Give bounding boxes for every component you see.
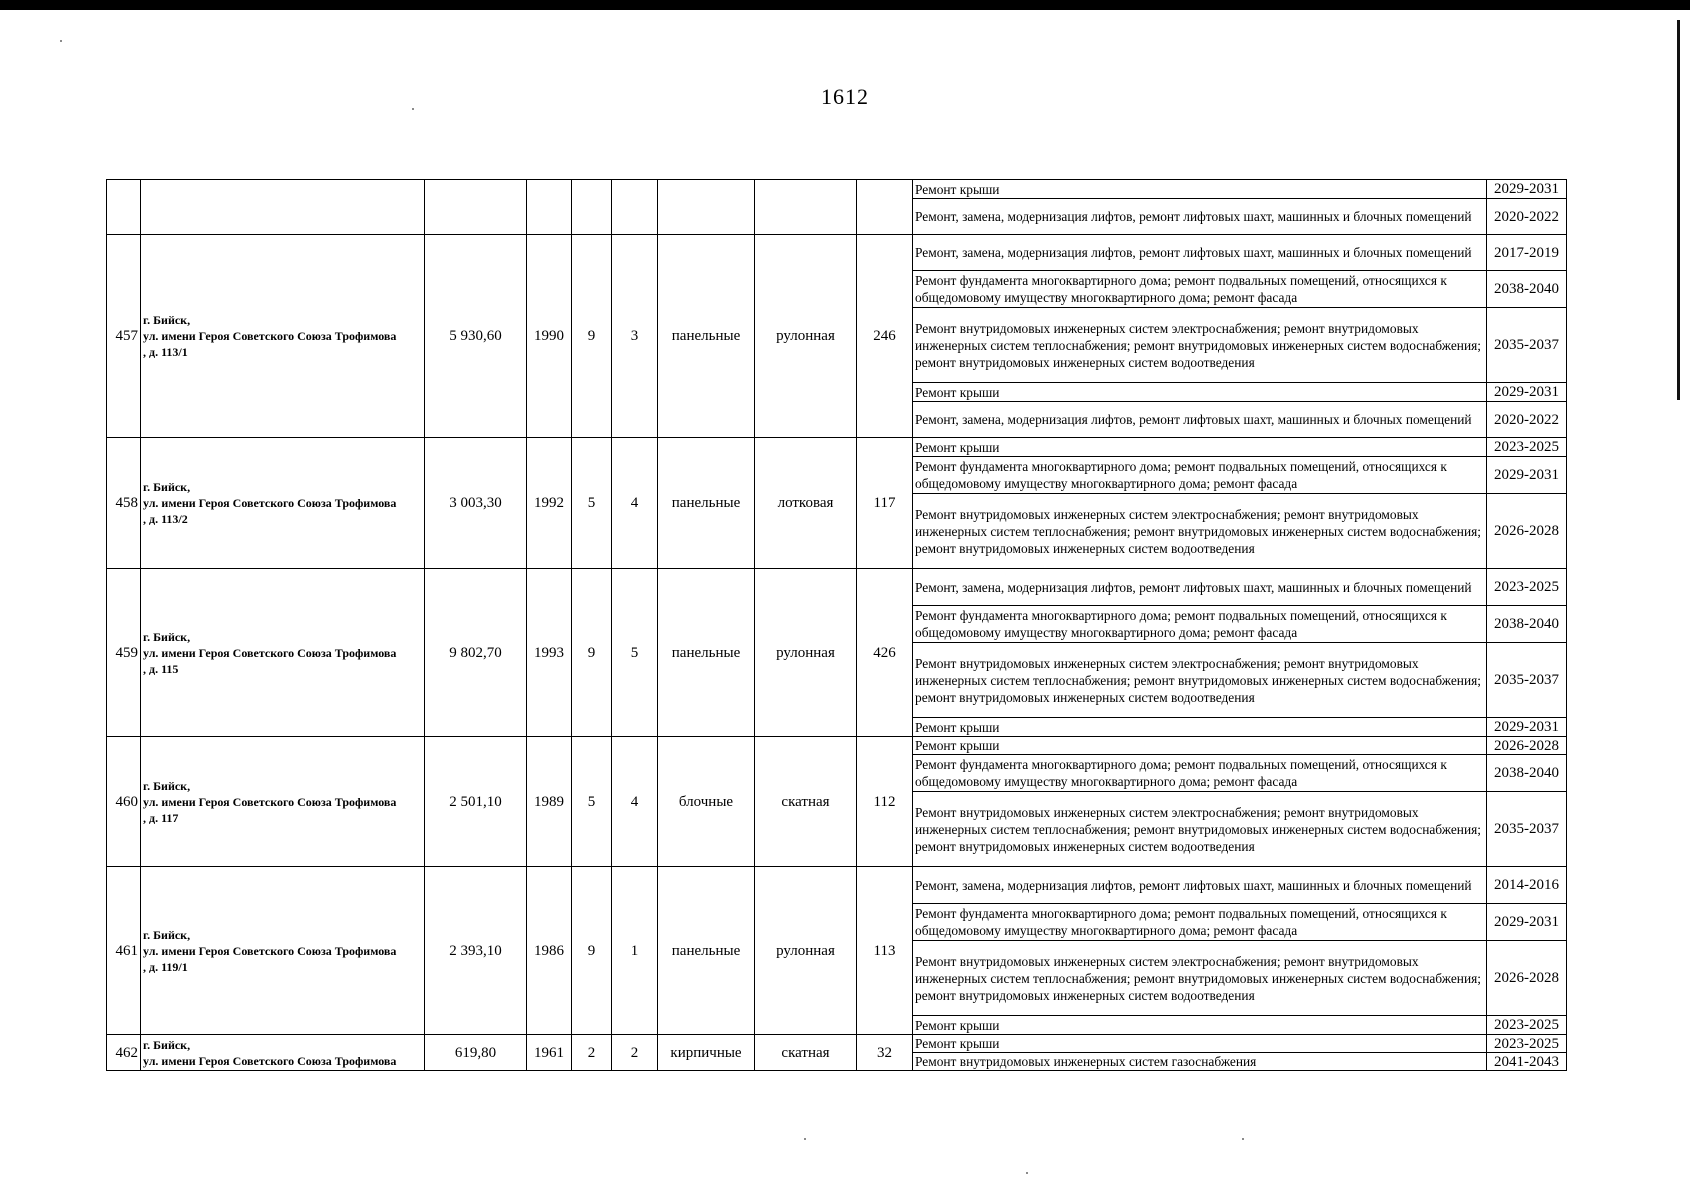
roof-type: скатная <box>755 737 857 867</box>
scan-speck <box>1026 1172 1028 1174</box>
work-name: Ремонт внутридомовых инженерных систем электроснабжения; ремонт внутридомовых инженерных систем теплоснабжения; ремонт внутридомовых инженерных систем водоснабжения; ремонт внутридомовых инженерных систем водоотведения <box>913 643 1487 718</box>
work-row <box>107 569 1567 606</box>
address-street: ул. имени Героя Советского Союза Трофимова <box>143 1053 397 1068</box>
address-city: г. Бийск, <box>143 1037 191 1052</box>
address <box>141 569 425 737</box>
address <box>141 1035 425 1071</box>
scan-edge-line <box>1677 20 1680 400</box>
wall-material: панельные <box>658 235 755 438</box>
row-number: 459 <box>107 569 141 737</box>
residents-count: 246 <box>857 235 913 438</box>
work-name: Ремонт крыши <box>913 718 1487 737</box>
work-period: 2023-2025 <box>1487 1016 1567 1035</box>
address-city: г. Бийск, <box>143 778 191 793</box>
row-number: 458 <box>107 438 141 569</box>
wall-material: блочные <box>658 737 755 867</box>
wall-material: кирпичные <box>658 1035 755 1071</box>
table-body <box>107 180 1567 1071</box>
work-period: 2029-2031 <box>1487 180 1567 199</box>
work-row <box>107 1035 1567 1053</box>
work-row <box>107 438 1567 457</box>
work-name: Ремонт крыши <box>913 737 1487 755</box>
scan-top-border <box>0 0 1690 10</box>
roof-type: рулонная <box>755 569 857 737</box>
work-name: Ремонт внутридомовых инженерных систем электроснабжения; ремонт внутридомовых инженерных систем теплоснабжения; ремонт внутридомовых инженерных систем водоснабжения; ремонт внутридомовых инженерных систем водоотведения <box>913 494 1487 569</box>
address-house: , д. 115 <box>143 661 179 676</box>
work-period: 2026-2028 <box>1487 494 1567 569</box>
continuation-row <box>107 180 1567 199</box>
empty-cell <box>612 180 658 235</box>
address-house: , д. 113/1 <box>143 345 188 359</box>
total-area: 2 393,10 <box>425 867 527 1035</box>
work-name: Ремонт, замена, модернизация лифтов, ремонт лифтовых шахт, машинных и блочных помещений <box>913 569 1487 606</box>
total-area: 5 930,60 <box>425 235 527 438</box>
floors-count: 9 <box>572 569 612 737</box>
wall-material: панельные <box>658 438 755 569</box>
row-number: 462 <box>107 1035 141 1071</box>
address-street: ул. имени Героя Советского Союза Трофимова <box>143 645 397 660</box>
entrances-count: 5 <box>612 569 658 737</box>
floors-count: 9 <box>572 235 612 438</box>
work-row <box>107 737 1567 755</box>
work-period: 2017-2019 <box>1487 235 1567 271</box>
work-period: 2029-2031 <box>1487 904 1567 941</box>
residents-count: 117 <box>857 438 913 569</box>
work-name: Ремонт крыши <box>913 180 1487 199</box>
residents-count: 32 <box>857 1035 913 1071</box>
empty-cell <box>572 180 612 235</box>
row-number: 461 <box>107 867 141 1035</box>
scan-speck <box>804 1138 806 1140</box>
work-name: Ремонт, замена, модернизация лифтов, ремонт лифтовых шахт, машинных и блочных помещений <box>913 199 1487 235</box>
work-period: 2038-2040 <box>1487 271 1567 308</box>
work-name: Ремонт фундамента многоквартирного дома; ремонт подвальных помещений, относящихся к общедомовому имуществу многоквартирного дома; ремонт фасада <box>913 271 1487 308</box>
work-period: 2023-2025 <box>1487 1035 1567 1053</box>
work-period: 2041-2043 <box>1487 1053 1567 1071</box>
work-name: Ремонт крыши <box>913 1035 1487 1053</box>
address-street: ул. имени Героя Советского Союза Трофимова <box>143 496 397 510</box>
build-year: 1992 <box>527 438 572 569</box>
empty-cell <box>857 180 913 235</box>
work-name: Ремонт крыши <box>913 383 1487 402</box>
work-period: 2026-2028 <box>1487 737 1567 755</box>
empty-cell <box>425 180 527 235</box>
row-number: 457 <box>107 235 141 438</box>
roof-type: рулонная <box>755 235 857 438</box>
work-period: 2035-2037 <box>1487 792 1567 867</box>
work-name: Ремонт внутридомовых инженерных систем электроснабжения; ремонт внутридомовых инженерных систем теплоснабжения; ремонт внутридомовых инженерных систем водоснабжения; ремонт внутридомовых инженерных систем водоотведения <box>913 308 1487 383</box>
total-area: 619,80 <box>425 1035 527 1071</box>
address-city: г. Бийск, <box>143 313 191 327</box>
work-period: 2035-2037 <box>1487 643 1567 718</box>
work-name: Ремонт внутридомовых инженерных систем электроснабжения; ремонт внутридомовых инженерных систем теплоснабжения; ремонт внутридомовых инженерных систем водоснабжения; ремонт внутридомовых инженерных систем водоотведения <box>913 941 1487 1016</box>
entrances-count: 4 <box>612 438 658 569</box>
build-year: 1993 <box>527 569 572 737</box>
work-name: Ремонт крыши <box>913 1016 1487 1035</box>
address-city: г. Бийск, <box>143 480 191 494</box>
address <box>141 737 425 867</box>
residents-count: 112 <box>857 737 913 867</box>
entrances-count: 2 <box>612 1035 658 1071</box>
work-period: 2038-2040 <box>1487 606 1567 643</box>
address-house: , д. 113/2 <box>143 512 188 526</box>
address-city: г. Бийск, <box>143 629 191 644</box>
roof-type: лотковая <box>755 438 857 569</box>
work-period: 2038-2040 <box>1487 755 1567 792</box>
work-period: 2026-2028 <box>1487 941 1567 1016</box>
empty-cell <box>658 180 755 235</box>
build-year: 1986 <box>527 867 572 1035</box>
address <box>141 438 425 569</box>
work-period: 2020-2022 <box>1487 199 1567 235</box>
work-name: Ремонт фундамента многоквартирного дома; ремонт подвальных помещений, относящихся к общедомовому имуществу многоквартирного дома; ремонт фасада <box>913 755 1487 792</box>
work-name: Ремонт крыши <box>913 438 1487 457</box>
work-period: 2029-2031 <box>1487 457 1567 494</box>
floors-count: 2 <box>572 1035 612 1071</box>
work-row <box>107 867 1567 904</box>
empty-cell <box>141 180 425 235</box>
work-period: 2035-2037 <box>1487 308 1567 383</box>
work-name: Ремонт фундамента многоквартирного дома; ремонт подвальных помещений, относящихся к общедомовому имуществу многоквартирного дома; ремонт фасада <box>913 457 1487 494</box>
build-year: 1989 <box>527 737 572 867</box>
empty-cell <box>107 180 141 235</box>
work-name: Ремонт внутридомовых инженерных систем электроснабжения; ремонт внутридомовых инженерных систем теплоснабжения; ремонт внутридомовых инженерных систем водоснабжения; ремонт внутридомовых инженерных систем водоотведения <box>913 792 1487 867</box>
address-street: ул. имени Героя Советского Союза Трофимова <box>143 794 397 809</box>
page-number: 1612 <box>821 84 869 109</box>
work-name: Ремонт фундамента многоквартирного дома; ремонт подвальных помещений, относящихся к общедомовому имуществу многоквартирного дома; ремонт фасада <box>913 606 1487 643</box>
address <box>141 867 425 1035</box>
floors-count: 5 <box>572 438 612 569</box>
address-street: ул. имени Героя Советского Союза Трофимова <box>143 329 397 343</box>
wall-material: панельные <box>658 867 755 1035</box>
build-year: 1961 <box>527 1035 572 1071</box>
scan-speck <box>60 40 62 42</box>
work-name: Ремонт фундамента многоквартирного дома; ремонт подвальных помещений, относящихся к общедомовому имуществу многоквартирного дома; ремонт фасада <box>913 904 1487 941</box>
total-area: 3 003,30 <box>425 438 527 569</box>
roof-type: рулонная <box>755 867 857 1035</box>
total-area: 9 802,70 <box>425 569 527 737</box>
work-period: 2020-2022 <box>1487 402 1567 438</box>
work-name: Ремонт, замена, модернизация лифтов, ремонт лифтовых шахт, машинных и блочных помещений <box>913 402 1487 438</box>
work-period: 2029-2031 <box>1487 718 1567 737</box>
scan-speck <box>1242 1138 1244 1140</box>
empty-cell <box>755 180 857 235</box>
floors-count: 5 <box>572 737 612 867</box>
address <box>141 235 425 438</box>
empty-cell <box>527 180 572 235</box>
row-number: 460 <box>107 737 141 867</box>
residents-count: 426 <box>857 569 913 737</box>
work-period: 2029-2031 <box>1487 383 1567 402</box>
floors-count: 9 <box>572 867 612 1035</box>
work-name: Ремонт, замена, модернизация лифтов, ремонт лифтовых шахт, машинных и блочных помещений <box>913 867 1487 904</box>
address-city: г. Бийск, <box>143 927 191 942</box>
housing-repair-table <box>106 179 1567 1071</box>
work-period: 2014-2016 <box>1487 867 1567 904</box>
work-period: 2023-2025 <box>1487 438 1567 457</box>
build-year: 1990 <box>527 235 572 438</box>
roof-type: скатная <box>755 1035 857 1071</box>
work-name: Ремонт внутридомовых инженерных систем газоснабжения <box>913 1053 1487 1071</box>
wall-material: панельные <box>658 569 755 737</box>
entrances-count: 4 <box>612 737 658 867</box>
address-street: ул. имени Героя Советского Союза Трофимова <box>143 943 397 958</box>
work-name: Ремонт, замена, модернизация лифтов, ремонт лифтовых шахт, машинных и блочных помещений <box>913 235 1487 271</box>
address-house: , д. 117 <box>143 810 179 825</box>
address-house: , д. 119/1 <box>143 959 188 974</box>
residents-count: 113 <box>857 867 913 1035</box>
entrances-count: 1 <box>612 867 658 1035</box>
work-period: 2023-2025 <box>1487 569 1567 606</box>
entrances-count: 3 <box>612 235 658 438</box>
total-area: 2 501,10 <box>425 737 527 867</box>
work-row <box>107 235 1567 271</box>
